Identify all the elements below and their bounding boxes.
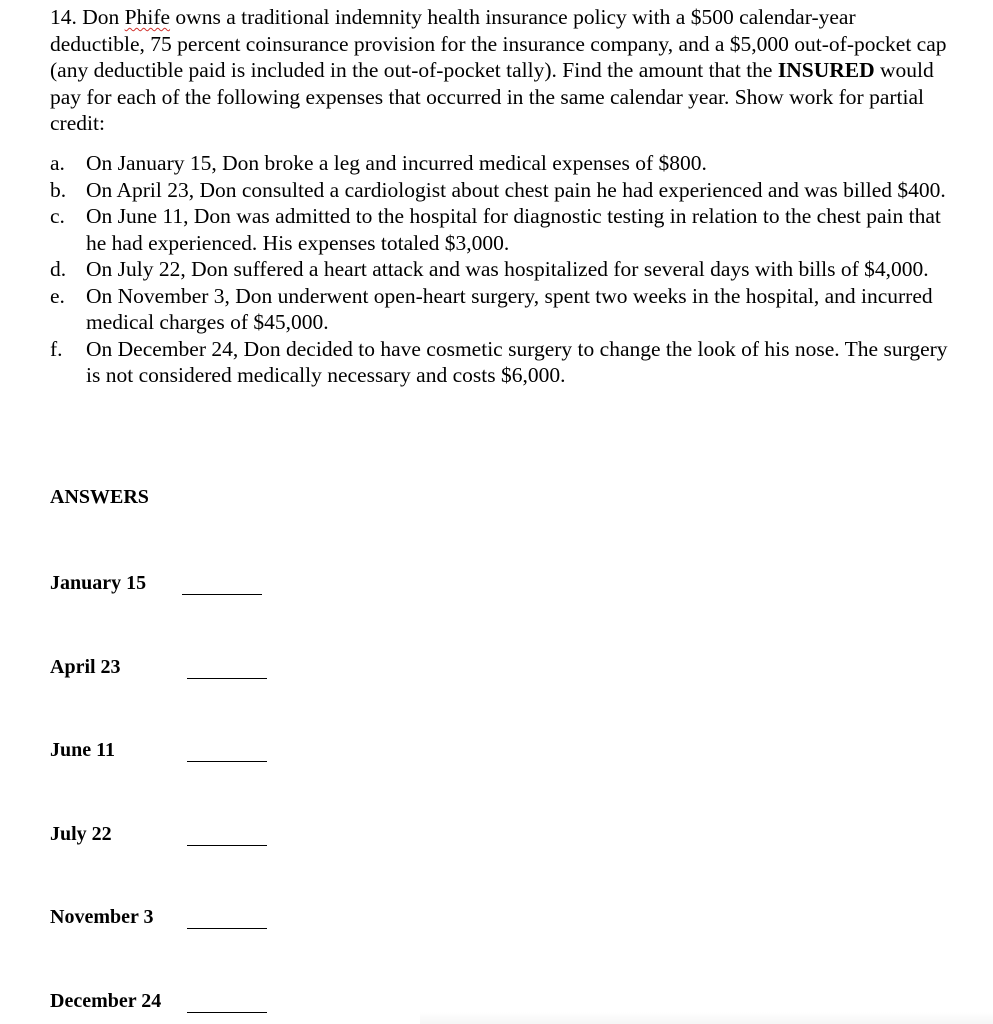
list-item <box>50 203 950 256</box>
list-item-text: On April 23, Don consulted a cardiologist about chest pain he had experienced and was billed $400. <box>86 177 946 202</box>
answer-blank-line[interactable] <box>187 761 267 762</box>
page-edge-shadow <box>420 1012 993 1024</box>
intro-text-3: would pay for each of the following expenses that occurred in the same calendar year. Show work for partial credit: <box>50 58 934 135</box>
answer-label: June 11 <box>50 739 116 761</box>
name-misspelled: Phife <box>124 5 171 29</box>
answer-row-november-3 <box>50 904 450 934</box>
list-item <box>50 256 950 283</box>
answer-row-june-11 <box>50 737 450 767</box>
question-intro <box>50 4 950 137</box>
answer-label: July 22 <box>50 823 112 845</box>
answer-blank-line[interactable] <box>182 594 262 595</box>
list-item <box>50 177 950 204</box>
list-item-letter: c. <box>50 204 65 228</box>
list-item <box>50 150 950 177</box>
answer-row-april-23 <box>50 654 450 684</box>
answer-blank-line[interactable] <box>187 845 267 846</box>
intro-text-1: Don <box>82 5 120 29</box>
answer-row-july-22 <box>50 821 450 851</box>
answer-blank-line[interactable] <box>187 928 267 929</box>
list-item-letter: e. <box>50 283 65 308</box>
answer-label: December 24 <box>50 990 162 1012</box>
intro-text-2: owns a traditional indemnity health insurance policy with a $500 calendar-year deductible, 75 percent coinsurance provision for the insurance company, and a $5,000 out-of-pocket cap (any deductible paid is included in the out-of-pocket tally). Find the amount that the <box>50 5 947 82</box>
list-item <box>50 336 950 389</box>
list-item-text: On November 3, Don underwent open-heart surgery, spent two weeks in the hospital, and incurred medical charges of $45,000. <box>86 283 933 334</box>
list-item-text: On June 11, Don was admitted to the hospital for diagnostic testing in relation to the chest pain that he had experienced. His expenses totaled $3,000. <box>86 204 941 255</box>
answer-row-january-15 <box>50 570 450 600</box>
insured-emphasis: INSURED <box>777 58 875 82</box>
answer-label: January 15 <box>50 572 147 594</box>
answer-row-december-24 <box>50 988 450 1018</box>
answer-label: April 23 <box>50 656 121 678</box>
list-item <box>50 283 950 336</box>
list-item-letter: f. <box>50 336 63 361</box>
list-item-letter: d. <box>50 257 67 281</box>
list-item-text: On January 15, Don broke a leg and incurred medical expenses of $800. <box>86 151 707 175</box>
answers-heading: ANSWERS <box>50 486 149 508</box>
list-item-letter: a. <box>50 151 65 175</box>
expense-list <box>50 150 950 389</box>
answer-blank-line[interactable] <box>187 678 267 679</box>
list-item-letter: b. <box>50 177 67 202</box>
question-number: 14. <box>50 5 77 29</box>
list-item-text: On December 24, Don decided to have cosmetic surgery to change the look of his nose. The surgery is not considered medically necessary and costs $6,000. <box>86 336 948 387</box>
answer-label: November 3 <box>50 906 154 928</box>
answer-blank-line[interactable] <box>187 1012 267 1013</box>
list-item-text: On July 22, Don suffered a heart attack and was hospitalized for several days with bills of $4,000. <box>86 257 929 281</box>
